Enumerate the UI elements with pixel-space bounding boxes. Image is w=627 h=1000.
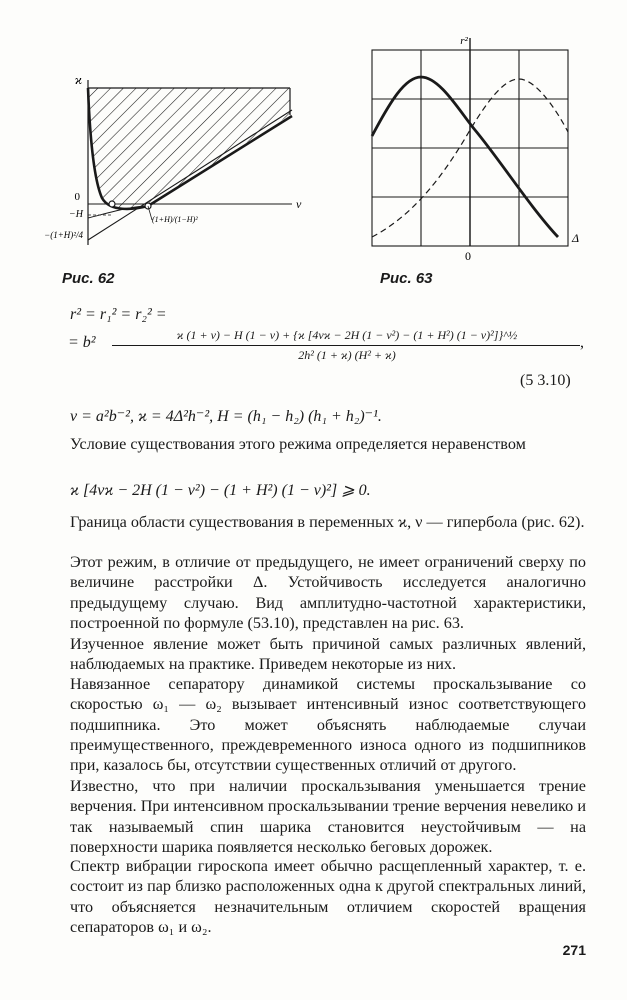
fig62-minusH-label: −H bbox=[69, 209, 83, 220]
paragraph-phenomenon: Изученное явление может быть причиной самых различных явлений, наблюдаемых на практике. Приведем некоторые из них. bbox=[70, 635, 586, 674]
tangent-point-left bbox=[109, 201, 115, 207]
fig63-delta-label: Δ bbox=[572, 231, 580, 245]
figure-63 bbox=[360, 32, 580, 262]
paragraph-separator: Навязанное сепаратору динамикой системы проскальзывание со скоростью ω₁ — ω₂ вызывает интенсивный износ соответствующего подшипника. Это может объяснять наблюдаемые случаи преимущественного, преждевременного износа одного из подшипников при, казалось бы, отсутствии существенных отличий от другого. bbox=[70, 675, 586, 775]
fig62-kappa-label: ϰ bbox=[74, 72, 82, 87]
formula-number: (5 3.10) bbox=[520, 372, 571, 389]
fig62-zero-label: 0 bbox=[74, 191, 80, 203]
paragraph-regime: Этот режим, в отличие от предыдущего, не имеет ограничений сверху по величине расстройки Δ. Устойчивость исследуется аналогично предыдущему случаю. Вид амплитудно-частотной характеристики, построенной по формуле (53.10), представлен на рис. 63. bbox=[70, 553, 586, 632]
fig62-nu-label: ν bbox=[296, 197, 302, 211]
fig62-curve-label: (1+H)/(1−H)² bbox=[152, 215, 198, 224]
formula-fraction-bar bbox=[112, 345, 580, 346]
amplitude-curve-solid bbox=[372, 77, 558, 237]
paragraph-spectrum: Спектр вибрации гироскопа имеет обычно расщепленный характер, т. е. состоит из пар близко расположенных одна к другой спектральных линий, что объясняется незначительным отличием скоростей вращения сепараторов ω₁ и ω₂. bbox=[70, 857, 586, 936]
paragraph-boundary: Граница области существования в переменных ϰ, ν — гипербола (рис. 62). bbox=[70, 513, 585, 531]
inequality: ϰ [4νϰ − 2H (1 − ν²) − (1 + H²) (1 − ν)²] ⩾ 0. bbox=[70, 482, 371, 499]
figure-62-caption: Рис. 62 bbox=[62, 270, 115, 287]
formula-denominator: 2h² (1 + ϰ) (H² + ϰ) bbox=[298, 348, 396, 362]
paragraph-spin: Известно, что при наличии проскальзывания уменьшается трение верчения. При интенсивном проскальзывании трение верчения невелико и так называемый спин шарика становится неустойчивым — на поверхности шарика появляется несколько беговых дорожек. bbox=[70, 777, 586, 856]
page-number: 271 bbox=[562, 942, 586, 958]
existence-region bbox=[88, 88, 290, 209]
fig62-minus-frac-label: −(1+H)²/4 bbox=[44, 230, 83, 240]
formula-line1: r² = r₁² = r₂² = bbox=[70, 306, 167, 323]
fig63-r2-label: r² bbox=[460, 35, 468, 47]
formula-prefix: = b² bbox=[68, 334, 96, 351]
formula-numerator: ϰ (1 + ν) − H (1 − ν) + {ϰ [4νϰ − 2H (1 − ν²) − (1 + H²) (1 − ν)²]}^½ bbox=[176, 328, 518, 342]
paragraph-condition: Условие существования этого режима определяется неравенством bbox=[70, 435, 526, 453]
figure-63-caption: Рис. 63 bbox=[380, 270, 433, 287]
formula-definitions: ν = a²b⁻², ϰ = 4Δ²h⁻², H = (h₁ − h₂) (h₁ + h₂)⁻¹. bbox=[70, 408, 382, 425]
formula-trailing: , bbox=[580, 334, 584, 351]
fig63-zero-label: 0 bbox=[465, 249, 471, 263]
figure-62 bbox=[44, 70, 302, 260]
